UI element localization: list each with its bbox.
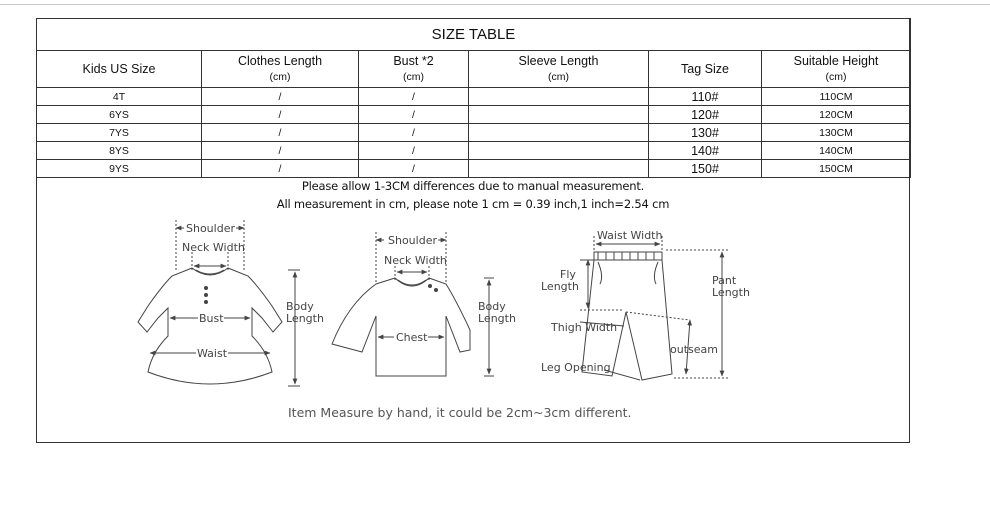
pants-waist-label: Waist Width: [597, 229, 663, 242]
pants-diagram: [580, 236, 730, 380]
cell-tag-size: 150#: [649, 160, 762, 178]
pants-leg-label: Leg Opening: [541, 361, 611, 374]
shirt-shoulder-label: Shoulder: [388, 234, 437, 247]
pants-fly-length-label: Length: [541, 280, 579, 293]
cell-tag-size: 140#: [649, 142, 762, 160]
note-line-2: All measurement in cm, please note 1 cm = 0.39 inch,1 inch=2.54 cm: [276, 197, 670, 211]
cell-size: 8YS: [37, 142, 202, 160]
pants-pocket: [598, 262, 602, 284]
cell-height: 150CM: [762, 160, 911, 178]
dress-outline: [138, 268, 282, 384]
pants-fly-label: Fly: [560, 268, 576, 281]
dress-waist-label: Waist: [197, 347, 228, 360]
button-icon: [435, 289, 438, 292]
cell-size: 7YS: [37, 124, 202, 142]
shirt-body-label: Body: [478, 300, 506, 313]
shirt-outline: [332, 278, 470, 376]
dress-neck-label: Neck Width: [182, 241, 245, 254]
cell-size: 4T: [37, 88, 202, 106]
shirt-neckline: [398, 280, 426, 285]
cell-size: 6YS: [37, 106, 202, 124]
header-sleeve-length: Sleeve Length (cm): [469, 51, 649, 88]
header-tag-size: Tag Size: [649, 51, 762, 88]
cell-height: 110CM: [762, 88, 911, 106]
header-clothes-length: Clothes Length (cm): [202, 51, 359, 88]
header-bust: Bust *2 (cm): [359, 51, 469, 88]
dress-body-label: Body: [286, 300, 314, 313]
pants-thigh-label: Thigh Width: [551, 321, 618, 334]
button-icon: [205, 301, 208, 304]
button-icon: [205, 287, 208, 290]
pants-length-label: Length: [712, 286, 750, 299]
cell-tag-size: 130#: [649, 124, 762, 142]
cell-clothes-length: /: [202, 124, 359, 142]
pants-outseam-label: outseam: [670, 343, 718, 356]
cell-bust: /: [359, 142, 469, 160]
header-kids-size: Kids US Size: [37, 51, 202, 88]
header-suitable-height: Suitable Height (cm): [762, 51, 911, 88]
cell-tag-size: 110#: [649, 88, 762, 106]
dress-bust-label: Bust: [199, 312, 224, 325]
cell-clothes-length: /: [202, 160, 359, 178]
cell-clothes-length: /: [202, 106, 359, 124]
dress-length-label: Length: [286, 312, 324, 325]
cell-clothes-length: /: [202, 142, 359, 160]
cell-height: 140CM: [762, 142, 911, 160]
note-line-1: Please allow 1-3CM differences due to manual measurement.: [301, 179, 645, 193]
cell-height: 130CM: [762, 124, 911, 142]
cell-bust: /: [359, 88, 469, 106]
pants-pocket: [654, 262, 658, 284]
pants-pant-label: Pant: [712, 274, 737, 287]
cell-size: 9YS: [37, 160, 202, 178]
button-icon: [429, 285, 432, 288]
footer-note: Item Measure by hand, it could be 2cm~3cm different.: [288, 405, 632, 420]
cell-clothes-length: /: [202, 88, 359, 106]
cell-tag-size: 120#: [649, 106, 762, 124]
cell-bust: /: [359, 160, 469, 178]
dress-shoulder-label: Shoulder: [186, 222, 235, 235]
shirt-chest-label: Chest: [396, 331, 428, 344]
cell-bust: /: [359, 106, 469, 124]
pants-waistband: [594, 252, 662, 260]
shirt-length-label: Length: [478, 312, 516, 325]
cell-height: 120CM: [762, 106, 911, 124]
cell-bust: /: [359, 124, 469, 142]
shirt-neck-label: Neck Width: [384, 254, 447, 267]
button-icon: [205, 294, 208, 297]
table-title: SIZE TABLE: [37, 19, 911, 51]
